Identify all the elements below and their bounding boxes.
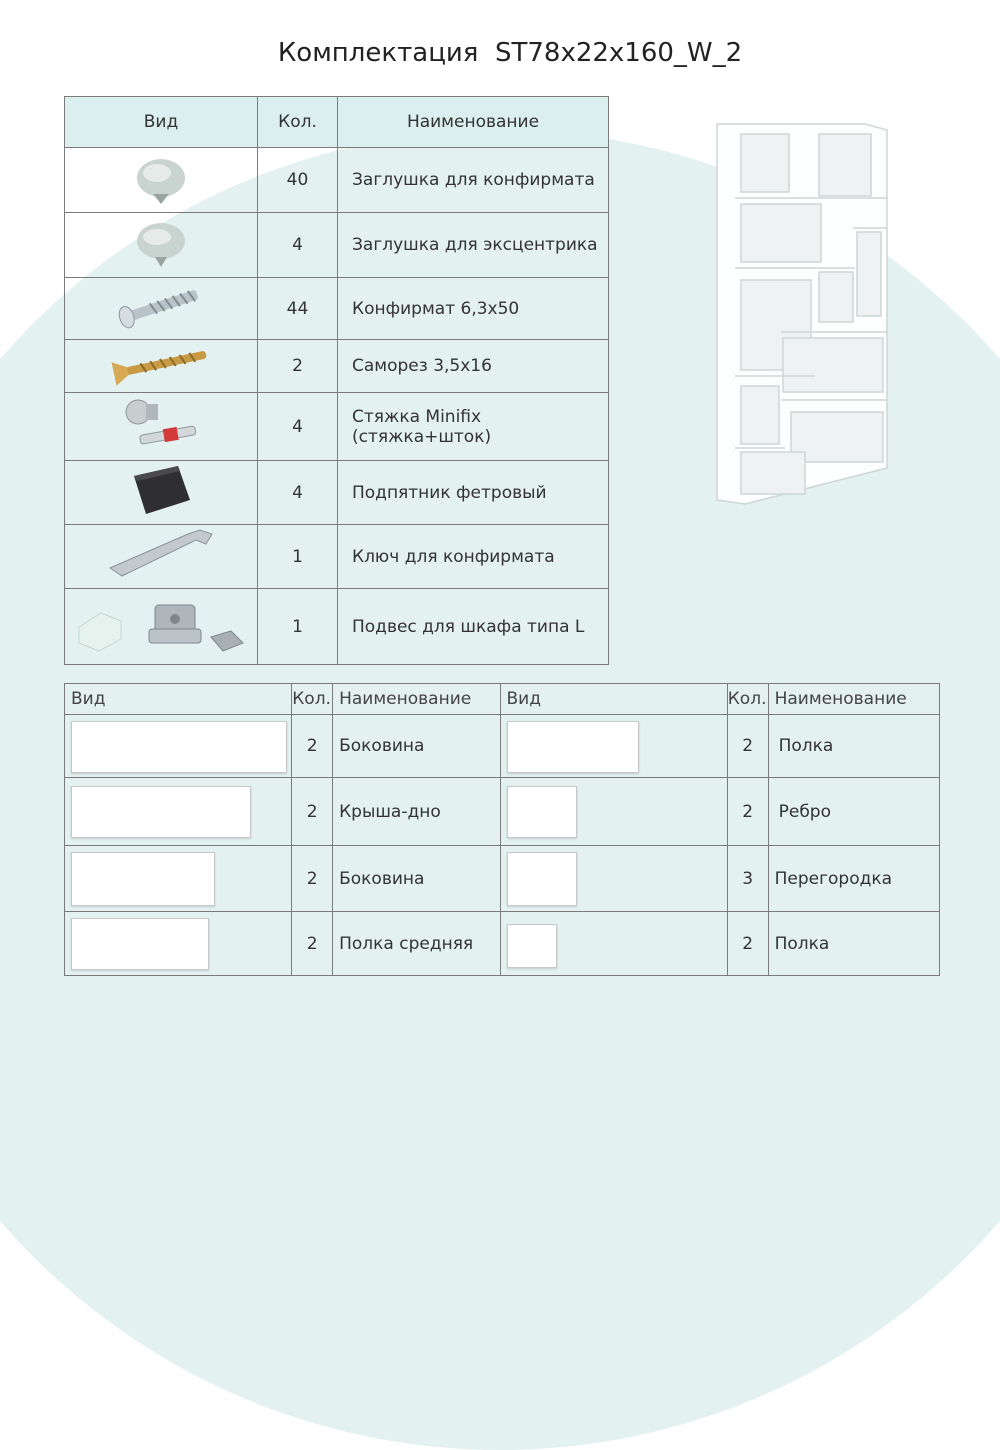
cabinet-hanger-icon [71, 591, 251, 657]
header-view: Вид [500, 684, 727, 715]
panel-rib-image [507, 786, 577, 838]
qty-cell: 2 [258, 340, 338, 393]
qty-cell: 2 [292, 846, 333, 912]
qty-cell: 2 [292, 715, 333, 778]
qty-cell: 44 [258, 278, 338, 340]
table-row [65, 589, 609, 665]
table-row [65, 393, 609, 461]
hex-key-icon [96, 526, 226, 582]
name-cell: Полка [768, 912, 939, 976]
qty-cell: 2 [292, 778, 333, 846]
name-cell: Подпятник фетровый [338, 461, 609, 525]
name-cell: Перегородка [768, 846, 939, 912]
confirmat-screw-icon [111, 281, 211, 331]
name-cell: Боковина [333, 715, 500, 778]
table-row [65, 278, 609, 340]
qty-cell: 2 [727, 715, 768, 778]
qty-cell: 4 [258, 461, 338, 525]
panel-shelf-image [507, 721, 639, 773]
qty-cell: 3 [727, 846, 768, 912]
qty-cell: 2 [727, 778, 768, 846]
eccentric-cap-icon [131, 217, 191, 269]
name-cell: Боковина [333, 846, 500, 912]
parts-table [64, 683, 940, 976]
header-qty: Кол. [258, 97, 338, 148]
minifix-icon [116, 394, 206, 454]
name-cell: Конфирмат 6,3x50 [338, 278, 609, 340]
table-row [65, 846, 940, 912]
header-view: Вид [65, 97, 258, 148]
shelf-illustration [705, 112, 895, 512]
name-cell: Полка средняя [333, 912, 500, 976]
panel-top-bottom-image [71, 786, 251, 838]
name-cell: Ключ для конфирмата [338, 525, 609, 589]
wood-screw-icon [105, 342, 217, 386]
name-cell: Стяжка Minifix (стяжка+шток) [338, 393, 609, 461]
panel-side-image [71, 852, 215, 906]
page-title: Комплектация ST78x22x160_W_2 [277, 38, 743, 68]
panel-shelf-image [507, 924, 557, 968]
name-cell: Крыша-дно [333, 778, 500, 846]
qty-cell: 1 [258, 525, 338, 589]
header-name: Наименование [338, 97, 609, 148]
name-cell: Саморез 3,5x16 [338, 340, 609, 393]
table-row [65, 340, 609, 393]
table-row [65, 148, 609, 213]
header-qty: Кол. [292, 684, 333, 715]
table-row [65, 525, 609, 589]
table-row [65, 912, 940, 976]
felt-pad-icon [126, 462, 196, 518]
qty-cell: 4 [258, 393, 338, 461]
qty-cell: 4 [258, 213, 338, 278]
confirmat-cap-icon [131, 150, 191, 206]
table-row [65, 715, 940, 778]
name-cell: Полка [768, 715, 939, 778]
header-name: Наименование [333, 684, 500, 715]
qty-cell: 2 [727, 912, 768, 976]
qty-cell: 1 [258, 589, 338, 665]
table-row [65, 778, 940, 846]
name-cell: Подвес для шкафа типа L [338, 589, 609, 665]
name-cell: Ребро [768, 778, 939, 846]
qty-cell: 40 [258, 148, 338, 213]
panel-side-image [71, 721, 287, 773]
qty-cell: 2 [292, 912, 333, 976]
panel-middle-shelf-image [71, 918, 209, 970]
table-row [65, 213, 609, 278]
name-cell: Заглушка для эксцентрика [338, 213, 609, 278]
table-row [65, 461, 609, 525]
panel-partition-image [507, 852, 577, 906]
parts-header-row [65, 684, 940, 715]
hardware-header-row [65, 97, 609, 148]
header-view: Вид [65, 684, 292, 715]
hardware-table [64, 96, 609, 665]
name-cell: Заглушка для конфирмата [338, 148, 609, 213]
header-name: Наименование [768, 684, 939, 715]
header-qty: Кол. [727, 684, 768, 715]
